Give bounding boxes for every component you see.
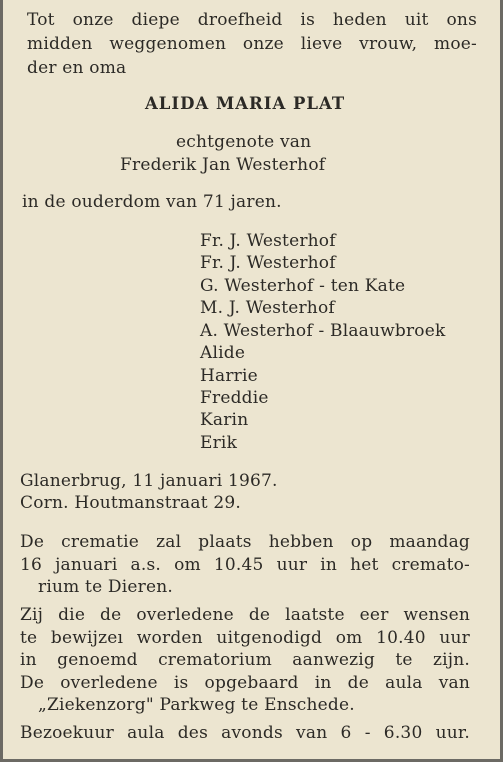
spouse-label: echtgenote van bbox=[176, 132, 312, 152]
invitation-line-1: Zij die de overledene de laatste eer wensen bbox=[20, 605, 470, 625]
place-date: Glanerbrug, 11 januari 1967. bbox=[20, 471, 278, 491]
family-member: Freddie bbox=[200, 388, 269, 408]
invitation-line-3: in genoemd crematorium aanwezig te zijn. bbox=[20, 650, 470, 670]
family-member: Alide bbox=[200, 343, 246, 363]
invitation-line-5: „Ziekenzorg" Parkweg te Enschede. bbox=[38, 695, 355, 715]
cremation-line-2: 16 januari a.s. om 10.45 uur in het cremato- bbox=[20, 555, 470, 575]
age-line: in de ouderdom van 71 jaren. bbox=[22, 192, 282, 212]
intro-line-2: midden weggenomen onze lieve vrouw, moe- bbox=[27, 34, 477, 54]
visiting-hours: Bezoekuur aula des avonds van 6 - 6.30 uur. bbox=[20, 723, 470, 743]
family-member: G. Westerhof - ten Kate bbox=[200, 276, 406, 296]
family-member: Fr. J. Westerhof bbox=[200, 231, 336, 251]
cremation-line-3: rium te Dieren. bbox=[38, 577, 173, 597]
spouse-name: Frederik Jan Westerhof bbox=[120, 155, 326, 175]
family-member: Fr. J. Westerhof bbox=[200, 253, 336, 273]
cremation-line-1: De crematie zal plaats hebben op maandag bbox=[20, 532, 470, 552]
intro-line-3: der en oma bbox=[27, 58, 127, 78]
family-member: Karin bbox=[200, 410, 249, 430]
invitation-line-4: De overledene is opgebaard in de aula van bbox=[20, 673, 470, 693]
family-member: Erik bbox=[200, 433, 238, 453]
family-member: Harrie bbox=[200, 366, 258, 386]
deceased-name: ALIDA MARIA PLAT bbox=[145, 94, 346, 113]
address: Corn. Houtmanstraat 29. bbox=[20, 493, 241, 513]
invitation-line-2: te bewijzeı worden uitgenodigd om 10.40 uur bbox=[20, 628, 470, 648]
family-member: A. Westerhof - Blaauwbroek bbox=[200, 321, 446, 341]
intro-line-1: Tot onze diepe droefheid is heden uit ons bbox=[27, 10, 477, 30]
family-member: M. J. Westerhof bbox=[200, 298, 335, 318]
